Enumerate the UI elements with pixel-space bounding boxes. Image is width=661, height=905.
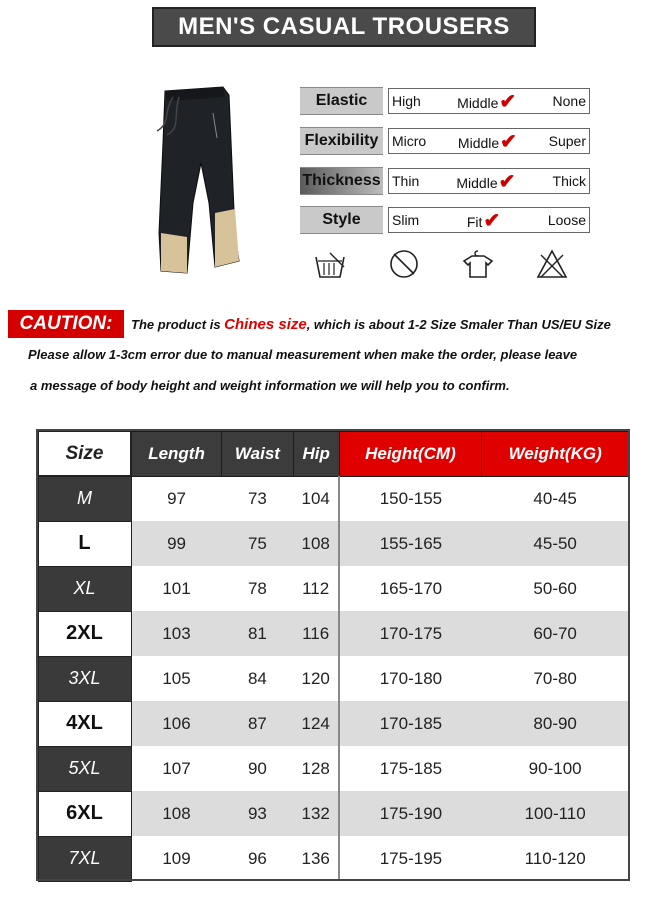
- attribute-label: [300, 206, 383, 234]
- waist-cell: 75: [222, 521, 294, 566]
- attribute-option: [548, 212, 586, 228]
- attribute-option: [467, 208, 500, 233]
- attribute-option-text: Slim: [392, 212, 420, 228]
- weight-cell: 80-90: [482, 701, 629, 746]
- hip-cell: 124: [293, 701, 339, 746]
- length-cell: 107: [131, 746, 222, 791]
- height-cell: 175-195: [339, 836, 482, 881]
- caution-line-2: Please allow 1-3cm error due to manual measurement when make the order, please leave: [28, 347, 578, 362]
- attribute-option: [457, 89, 516, 114]
- hip-cell: 132: [293, 791, 339, 836]
- caution-badge-text: CAUTION:: [19, 313, 113, 334]
- size-cell: 2XL: [38, 611, 131, 656]
- size-cell: 6XL: [38, 791, 131, 836]
- attribute-option-text: None: [552, 93, 586, 109]
- weight-cell: 50-60: [482, 566, 629, 611]
- check-icon: ✔: [498, 170, 516, 193]
- waist-cell: 96: [222, 836, 294, 881]
- size-cell: 3XL: [38, 656, 131, 701]
- page-title: [152, 7, 536, 47]
- table-row: [38, 521, 629, 566]
- caution-text-red: Chines size: [224, 316, 307, 333]
- caution-line-1: [131, 316, 611, 333]
- weight-cell: 110-120: [482, 836, 629, 881]
- caution-text-a: The product is: [131, 317, 225, 332]
- attribute-label-text: Thickness: [302, 172, 381, 189]
- length-cell: 99: [131, 521, 222, 566]
- height-cell: 175-190: [339, 791, 482, 836]
- waist-cell: 90: [222, 746, 294, 791]
- trousers-image: [143, 83, 253, 278]
- weight-cell: 45-50: [482, 521, 629, 566]
- height-cell: 170-185: [339, 701, 482, 746]
- size-cell: XL: [38, 566, 131, 611]
- attribute-option-text: Super: [548, 133, 586, 149]
- weight-cell: 60-70: [482, 611, 629, 656]
- hip-cell: 116: [293, 611, 339, 656]
- do-not-iron-icon: [534, 247, 570, 281]
- size-cell: M: [38, 476, 131, 521]
- attribute-option: [458, 129, 517, 154]
- attribute-row-elastic: [300, 87, 590, 115]
- attribute-option-text: Thin: [392, 173, 420, 189]
- waist-cell: 81: [222, 611, 294, 656]
- attribute-options: [388, 128, 590, 154]
- attribute-option: [392, 93, 421, 109]
- hip-cell: 112: [293, 566, 339, 611]
- height-cell: 170-175: [339, 611, 482, 656]
- hang-dry-icon: [460, 247, 496, 281]
- attribute-option-text: Loose: [547, 212, 586, 228]
- header-length: Length: [131, 431, 222, 476]
- attribute-label-text: Style: [322, 211, 361, 228]
- size-table: [37, 430, 629, 882]
- header-height: Height(CM): [339, 431, 482, 476]
- attribute-option-text: Middle: [457, 94, 499, 111]
- size-cell: L: [38, 521, 131, 566]
- length-cell: 103: [131, 611, 222, 656]
- attribute-option: [549, 133, 586, 149]
- attribute-option-text: Fit: [466, 213, 483, 230]
- hip-cell: 136: [293, 836, 339, 881]
- table-row: [38, 836, 629, 881]
- table-row: [38, 611, 629, 656]
- waist-cell: 87: [222, 701, 294, 746]
- attribute-option: [553, 173, 586, 189]
- length-cell: 109: [131, 836, 222, 881]
- height-cell: 170-180: [339, 656, 482, 701]
- attribute-option: [456, 169, 515, 194]
- table-row: [38, 746, 629, 791]
- waist-cell: 73: [222, 476, 294, 521]
- attribute-row-style: [300, 206, 590, 234]
- waist-cell: 78: [222, 566, 294, 611]
- attribute-label: [300, 127, 383, 155]
- attribute-options: [388, 207, 590, 233]
- attribute-label-text: Elastic: [315, 92, 368, 109]
- table-row: [38, 701, 629, 746]
- length-cell: 108: [131, 791, 222, 836]
- table-row: [38, 791, 629, 836]
- hip-cell: 120: [293, 656, 339, 701]
- attribute-option-text: High: [392, 93, 421, 109]
- header-size: Size: [38, 431, 131, 476]
- weight-cell: 40-45: [482, 476, 629, 521]
- height-cell: 150-155: [339, 476, 482, 521]
- table-row: [38, 656, 629, 701]
- check-icon: ✔: [500, 130, 517, 153]
- attribute-row-thickness: [300, 167, 590, 195]
- table-row: [38, 566, 629, 611]
- check-icon: ✔: [483, 209, 501, 232]
- height-cell: 165-170: [339, 566, 482, 611]
- size-table-header: [38, 431, 629, 476]
- attribute-option: [392, 133, 426, 149]
- attribute-option-text: Thick: [552, 173, 586, 189]
- attribute-option: [392, 212, 419, 228]
- header-weight: Weight(KG): [482, 431, 629, 476]
- waist-cell: 93: [222, 791, 294, 836]
- attribute-label-text: Flexibility: [304, 132, 379, 149]
- page-title-text: MEN'S CASUAL TROUSERS: [178, 13, 510, 40]
- caution-badge: [8, 310, 124, 338]
- hip-cell: 128: [293, 746, 339, 791]
- do-not-bleach-icon: [386, 247, 422, 281]
- attribute-option: [553, 93, 586, 109]
- length-cell: 106: [131, 701, 222, 746]
- height-cell: 155-165: [339, 521, 482, 566]
- hip-cell: 104: [293, 476, 339, 521]
- check-icon: ✔: [499, 90, 517, 113]
- attribute-label: [300, 167, 383, 195]
- weight-cell: 100-110: [482, 791, 629, 836]
- length-cell: 105: [131, 656, 222, 701]
- table-row: [38, 476, 629, 521]
- waist-cell: 84: [222, 656, 294, 701]
- attribute-option: [392, 173, 419, 189]
- hand-wash-icon: [312, 247, 348, 281]
- header-hip: Hip: [293, 431, 339, 476]
- weight-cell: 70-80: [482, 656, 629, 701]
- weight-cell: 90-100: [482, 746, 629, 791]
- height-cell: 175-185: [339, 746, 482, 791]
- attribute-options: [388, 168, 590, 194]
- attribute-row-flexibility: [300, 127, 590, 155]
- size-cell: 5XL: [38, 746, 131, 791]
- attribute-option-text: Middle: [457, 134, 500, 151]
- size-cell: 4XL: [38, 701, 131, 746]
- attribute-label: [300, 87, 383, 115]
- care-icons: [312, 247, 570, 281]
- caution-line-3: a message of body height and weight information we will help you to confirm.: [30, 378, 510, 393]
- attribute-option-text: Middle: [456, 174, 498, 191]
- attribute-option-text: Micro: [392, 133, 427, 149]
- caution-text-b: , which is about 1-2 Size Smaler Than US/EU Size: [306, 317, 611, 332]
- attribute-options: [388, 88, 590, 114]
- length-cell: 97: [131, 476, 222, 521]
- header-waist: Waist: [222, 431, 294, 476]
- length-cell: 101: [131, 566, 222, 611]
- size-cell: 7XL: [38, 836, 131, 881]
- hip-cell: 108: [293, 521, 339, 566]
